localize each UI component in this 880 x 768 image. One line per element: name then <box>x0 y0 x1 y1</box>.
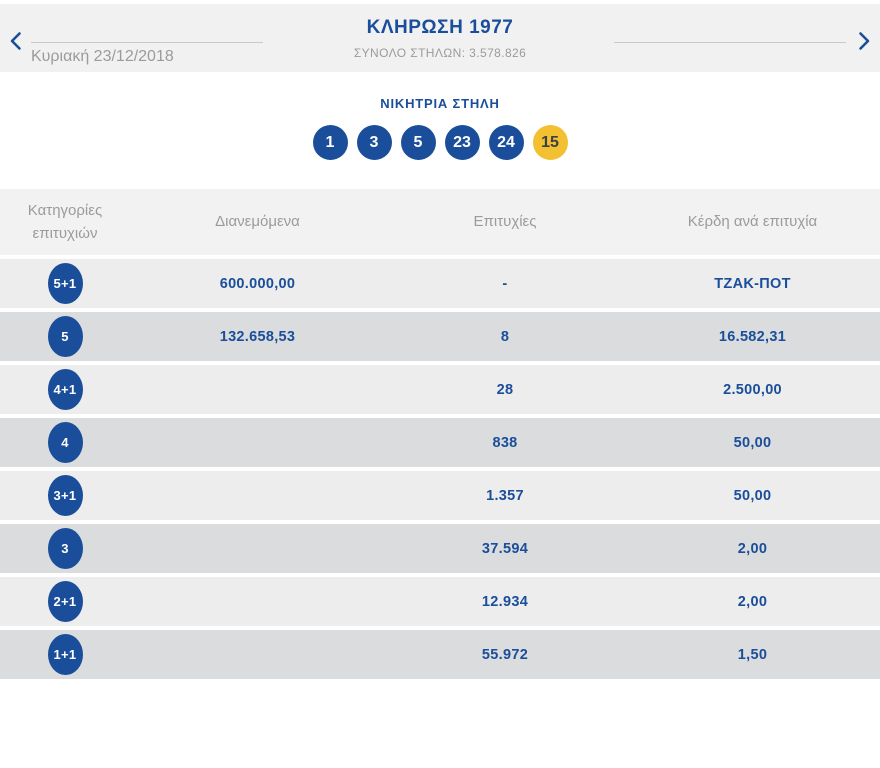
table-row <box>0 524 880 573</box>
prize-results-table <box>0 189 880 679</box>
winners-cell: 838 <box>492 434 518 451</box>
category-badge <box>48 581 83 622</box>
winners-cell: 37.594 <box>481 540 529 557</box>
draw-title: ΚΛΗΡΩΣΗ 1977 <box>366 17 514 38</box>
prize-cell: 50,00 <box>733 434 772 451</box>
category-badge-label: 5 <box>61 329 69 344</box>
category-badge-label: 4+1 <box>53 382 77 397</box>
winning-number-ball: 23 <box>445 125 480 160</box>
table-row <box>0 418 880 467</box>
winning-column-section <box>0 96 880 160</box>
winning-number-ball: 1 <box>313 125 348 160</box>
table-row <box>0 259 880 308</box>
category-badge-label: 5+1 <box>53 276 77 291</box>
category-badge-label: 3+1 <box>53 488 77 503</box>
category-cell <box>0 524 130 573</box>
distributed-cell <box>130 524 385 573</box>
category-badge <box>48 369 83 410</box>
table-row <box>0 471 880 520</box>
winners-cell: 55.972 <box>481 646 529 663</box>
category-cell <box>0 365 130 414</box>
category-badge <box>48 316 83 357</box>
next-draw-button[interactable] <box>856 29 873 53</box>
category-badge-label: 2+1 <box>53 594 77 609</box>
category-cell <box>0 471 130 520</box>
winners-cell: 12.934 <box>481 593 529 610</box>
prize-cell: 16.582,31 <box>718 328 787 345</box>
category-badge <box>48 634 83 675</box>
category-cell <box>0 577 130 626</box>
distributed-cell <box>130 471 385 520</box>
prize-cell: 1,50 <box>737 646 768 663</box>
column-header-distributed: Διανεμόμενα <box>215 213 300 231</box>
total-columns-label: ΣΥΝΟΛΟ ΣΤΗΛΩΝ: 3.578.826 <box>353 46 527 60</box>
winners-cell: 1.357 <box>486 487 524 504</box>
category-cell <box>0 418 130 467</box>
column-header-prize: Κέρδη ανά επιτυχία <box>687 213 818 231</box>
column-header-winners: Επιτυχίες <box>473 213 537 231</box>
table-row <box>0 312 880 361</box>
table-row <box>0 577 880 626</box>
prize-cell: 2.500,00 <box>723 381 782 398</box>
table-row <box>0 630 880 679</box>
category-badge <box>48 263 83 304</box>
category-badge-label: 1+1 <box>53 647 77 662</box>
category-cell <box>0 630 130 679</box>
category-cell <box>0 312 130 361</box>
category-cell <box>0 259 130 308</box>
category-badge <box>48 528 83 569</box>
distributed-cell <box>130 365 385 414</box>
column-header-categories: Κατηγορίες επιτυχιών <box>27 201 103 242</box>
prize-cell: 50,00 <box>733 487 772 504</box>
category-badge <box>48 475 83 516</box>
prize-cell: 2,00 <box>737 540 768 557</box>
distributed-cell: 600.000,00 <box>219 275 296 292</box>
chevron-right-icon <box>858 39 871 54</box>
distributed-cell <box>130 630 385 679</box>
winning-numbers-row <box>0 125 880 160</box>
joker-number-ball: 15 <box>533 125 568 160</box>
winners-cell: 28 <box>496 381 514 398</box>
prize-cell: 2,00 <box>737 593 768 610</box>
draw-header-center <box>0 17 880 60</box>
right-divider-line <box>614 42 846 43</box>
table-header-row <box>0 189 880 255</box>
winning-number-ball: 5 <box>401 125 436 160</box>
distributed-cell <box>130 577 385 626</box>
distributed-cell: 132.658,53 <box>219 328 296 345</box>
draw-date: Κυριακή 23/12/2018 <box>31 48 174 65</box>
draw-navigation-header <box>0 4 880 72</box>
winning-number-ball: 24 <box>489 125 524 160</box>
category-badge-label: 3 <box>61 541 69 556</box>
distributed-cell <box>130 418 385 467</box>
prize-cell: ΤΖΑΚ-ΠΟΤ <box>714 275 791 292</box>
table-body <box>0 259 880 679</box>
category-badge <box>48 422 83 463</box>
category-badge-label: 4 <box>61 435 69 450</box>
table-row <box>0 365 880 414</box>
winning-number-ball: 3 <box>357 125 392 160</box>
winners-cell: - <box>502 275 508 292</box>
winning-column-label: ΝΙΚΗΤΡΙΑ ΣΤΗΛΗ <box>380 96 500 111</box>
winners-cell: 8 <box>500 328 510 345</box>
